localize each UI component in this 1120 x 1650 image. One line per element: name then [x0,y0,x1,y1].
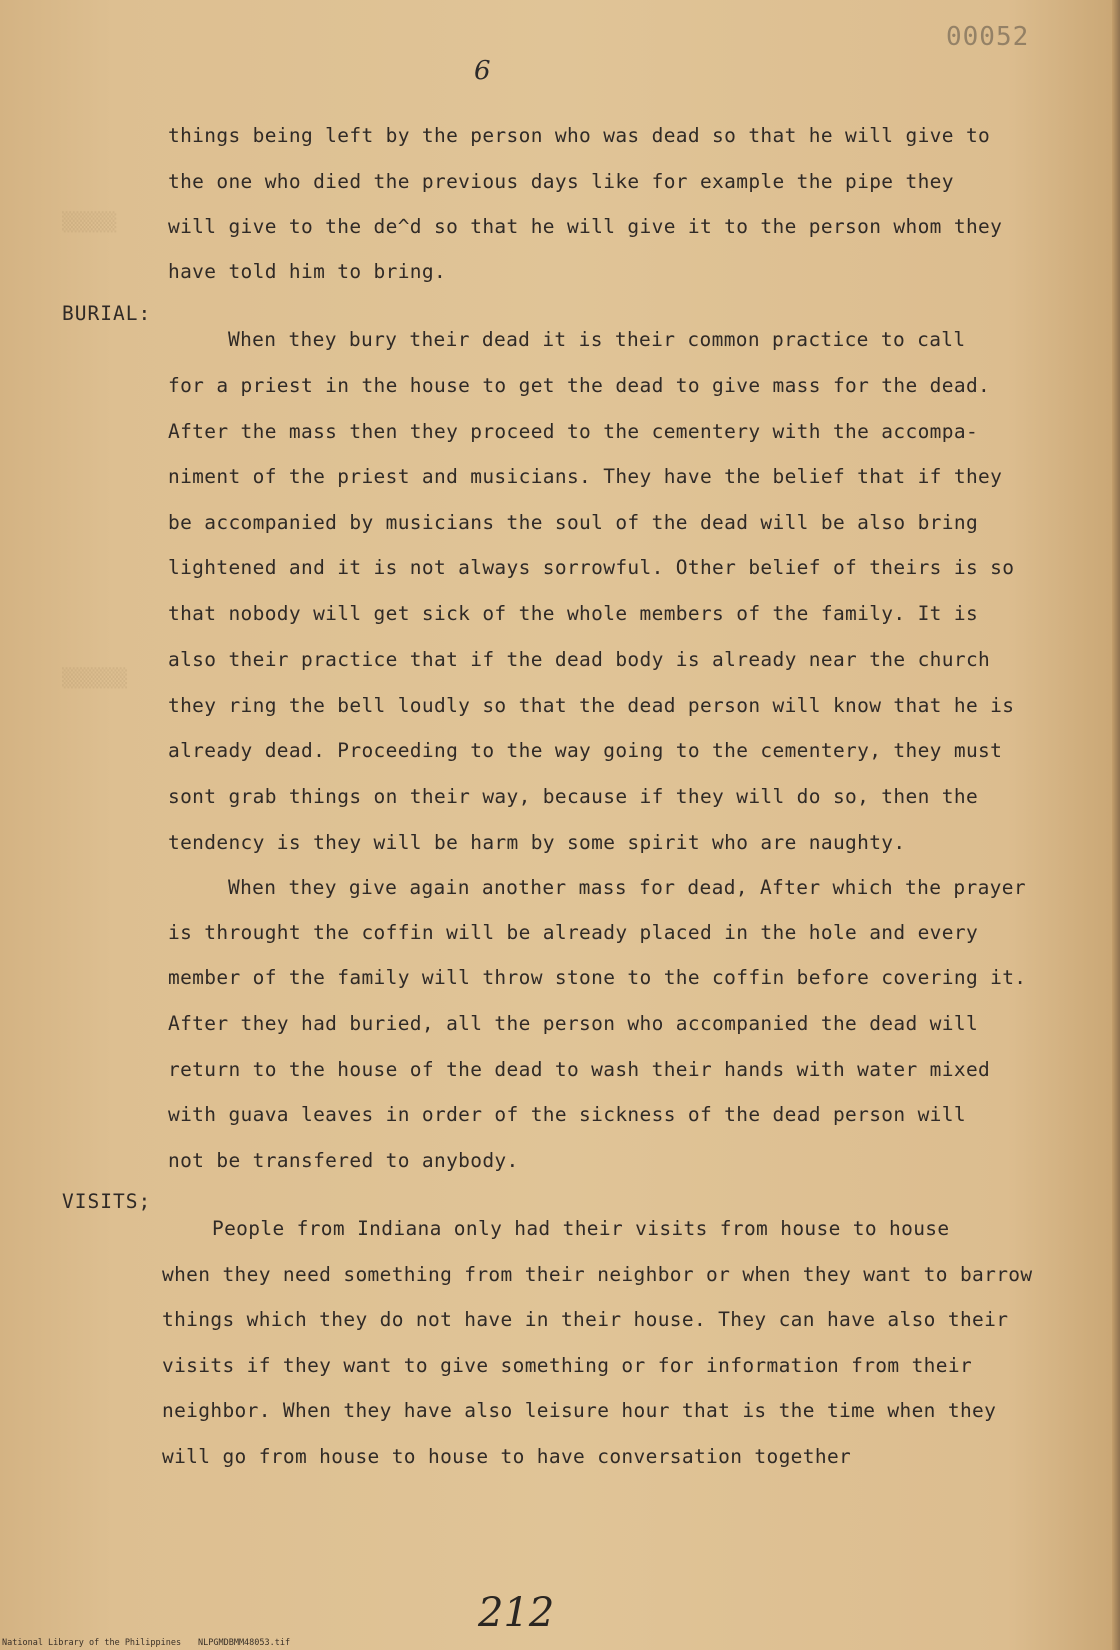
text-line: that nobody will get sick of the whole members of the family. It is [168,602,979,625]
text-line: After the mass then they proceed to the cementery with the accompa- [168,420,979,443]
text-line: will give to the de^d so that he will give it to the person whom they [168,215,1003,238]
section-heading-visits: VISITS; [62,1190,152,1213]
text-line: sont grab things on their way, because if they will do so, then the [168,785,979,808]
scan-filename: NLPGMDBMM48053.tif [198,1638,291,1648]
text-line: People from Indiana only had their visits from house to house [212,1217,950,1240]
text-line: not be transfered to anybody. [168,1149,519,1172]
text-line: have told him to bring. [168,260,447,283]
text-line: already dead. Proceeding to the way going to the cementery, they must [168,739,1003,762]
scan-footer [0,1637,1120,1650]
archive-stamp-number: 00052 [946,22,1030,52]
text-line: is throught the coffin will be already placed in the hole and every [168,921,979,944]
text-line: neighbor. When they have also leisure hour that is the time when they [162,1399,997,1422]
text-line: return to the house of the dead to wash their hands with water mixed [168,1058,991,1081]
page-number: 6 [474,56,491,86]
text-line: When they give again another mass for dead, After which the prayer [228,876,1026,899]
text-line: be accompanied by musicians the soul of the dead will be also bring [168,511,979,534]
handwritten-page-number: 212 [478,1590,555,1636]
text-line: for a priest in the house to get the dead to give mass for the dead. [168,374,991,397]
text-line: the one who died the previous days like for example the pipe they [168,170,954,193]
text-line: After they had buried, all the person who accompanied the dead will [168,1012,979,1035]
library-credit: National Library of the Philippines [2,1638,182,1648]
text-line: visits if they want to give something or for information from their [162,1354,973,1377]
text-line: they ring the bell loudly so that the dead person will know that he is [168,694,1015,717]
text-line: will go from house to house to have conversation together [162,1445,852,1468]
bleed-through-mark: ▒▒▒▒▒▒ [62,668,128,689]
section-heading-burial: BURIAL: [62,302,152,325]
text-line: niment of the priest and musicians. They have the belief that if they [168,465,1003,488]
text-line: When they bury their dead it is their common practice to call [228,328,966,351]
text-line: lightened and it is not always sorrowful. Other belief of theirs is so [168,556,1015,579]
text-line: things which they do not have in their house. They can have also their [162,1308,1009,1331]
text-line: member of the family will throw stone to the coffin before covering it. [168,966,1027,989]
text-line: tendency is they will be harm by some spirit who are naughty. [168,831,906,854]
text-line: things being left by the person who was dead so that he will give to [168,124,991,147]
text-line: also their practice that if the dead body is already near the church [168,648,991,671]
text-line: with guava leaves in order of the sickness of the dead person will [168,1103,966,1126]
text-line: when they need something from their neighbor or when they want to barrow [162,1263,1033,1286]
page-edge [1112,0,1120,1650]
bleed-through-mark: ▒▒▒▒▒ [62,212,117,233]
